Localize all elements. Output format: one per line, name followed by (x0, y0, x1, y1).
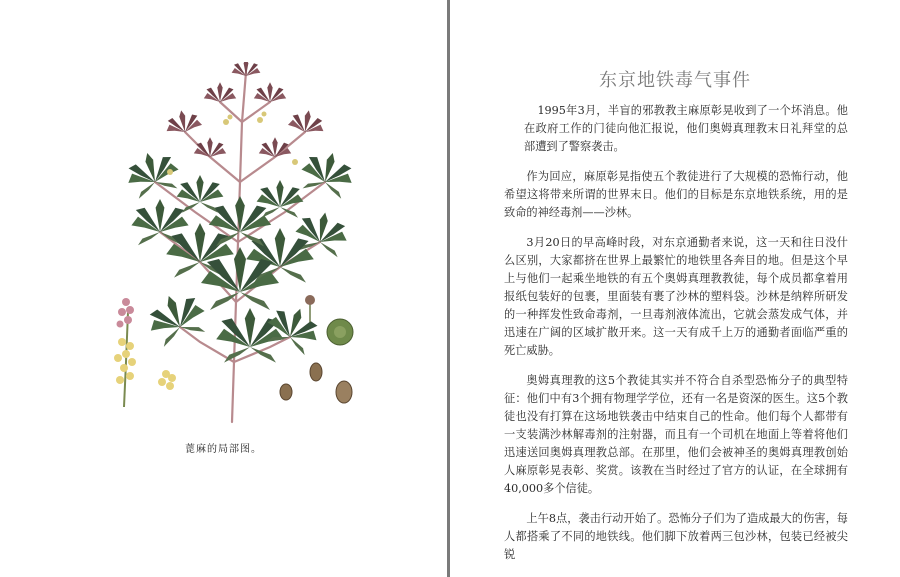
left-page (0, 0, 447, 577)
figure-caption: 蓖麻的局部图。 (185, 444, 262, 455)
chapter-title: 东京地铁毒气事件 (599, 70, 751, 91)
paragraph-3: 3月20日的早高峰时段，对东京通勤者来说，这一天和往日没什么区别，大家都挤在世界上最繁忙的地铁里各奔目的地。但是这个早上与他们一起乘坐地铁的有五个奥姆真理教教徒，每个成员都拿着用报纸包装好的包裹，里面装有裹了沙林的塑料袋。沙林是纳粹所研发的一种挥发性致命毒剂，一旦毒剂液体流出，它就会蒸发成气体，并迅速在广阔的区域扩散开来。这一天有成千上万的通勤者面临严重的死亡威胁。 (504, 236, 848, 357)
body-text (504, 102, 848, 576)
paragraph-2: 作为回应，麻原彰晃指使五个教徒进行了大规模的恐怖行动，他希望这将带来所谓的世界末日。他们的目标是东京地铁系统，用的是致命的神经毒剂——沙林。 (504, 170, 848, 219)
right-page (450, 0, 900, 577)
paragraph-5: 上午8点，袭击行动开始了。恐怖分子们为了造成最大的伤害，每人都搭乘了不同的地铁线。他们脚下放着两三包沙林，包装已经被尖锐 (504, 512, 848, 561)
paragraph-1: 1995年3月，半盲的邪教教主麻原彰晃收到了一个坏消息。他在政府工作的门徒向他汇报说，他们奥姆真理教末日礼拜堂的总部遭到了警察袭击。 (524, 104, 848, 153)
paragraph-4: 奥姆真理教的这5个教徒其实并不符合自杀型恐怖分子的典型特征：他们中有3个拥有物理学学位，还有一名是资深的医生。这5个教徒也没有打算在这场地铁袭击中结束自己的性命。他们每个人都带有一支装满沙林解毒剂的注射器，而且有一个司机在地面上等着将他们迅速送回奥姆真理教总部。在那里，他们会被神圣的奥姆真理教创始人麻原彰晃表彰、奖赏。该教在当时经过了官方的认证，在全球拥有40,000多个信徒。 (504, 374, 848, 495)
castor-plant-illustration (100, 62, 380, 432)
